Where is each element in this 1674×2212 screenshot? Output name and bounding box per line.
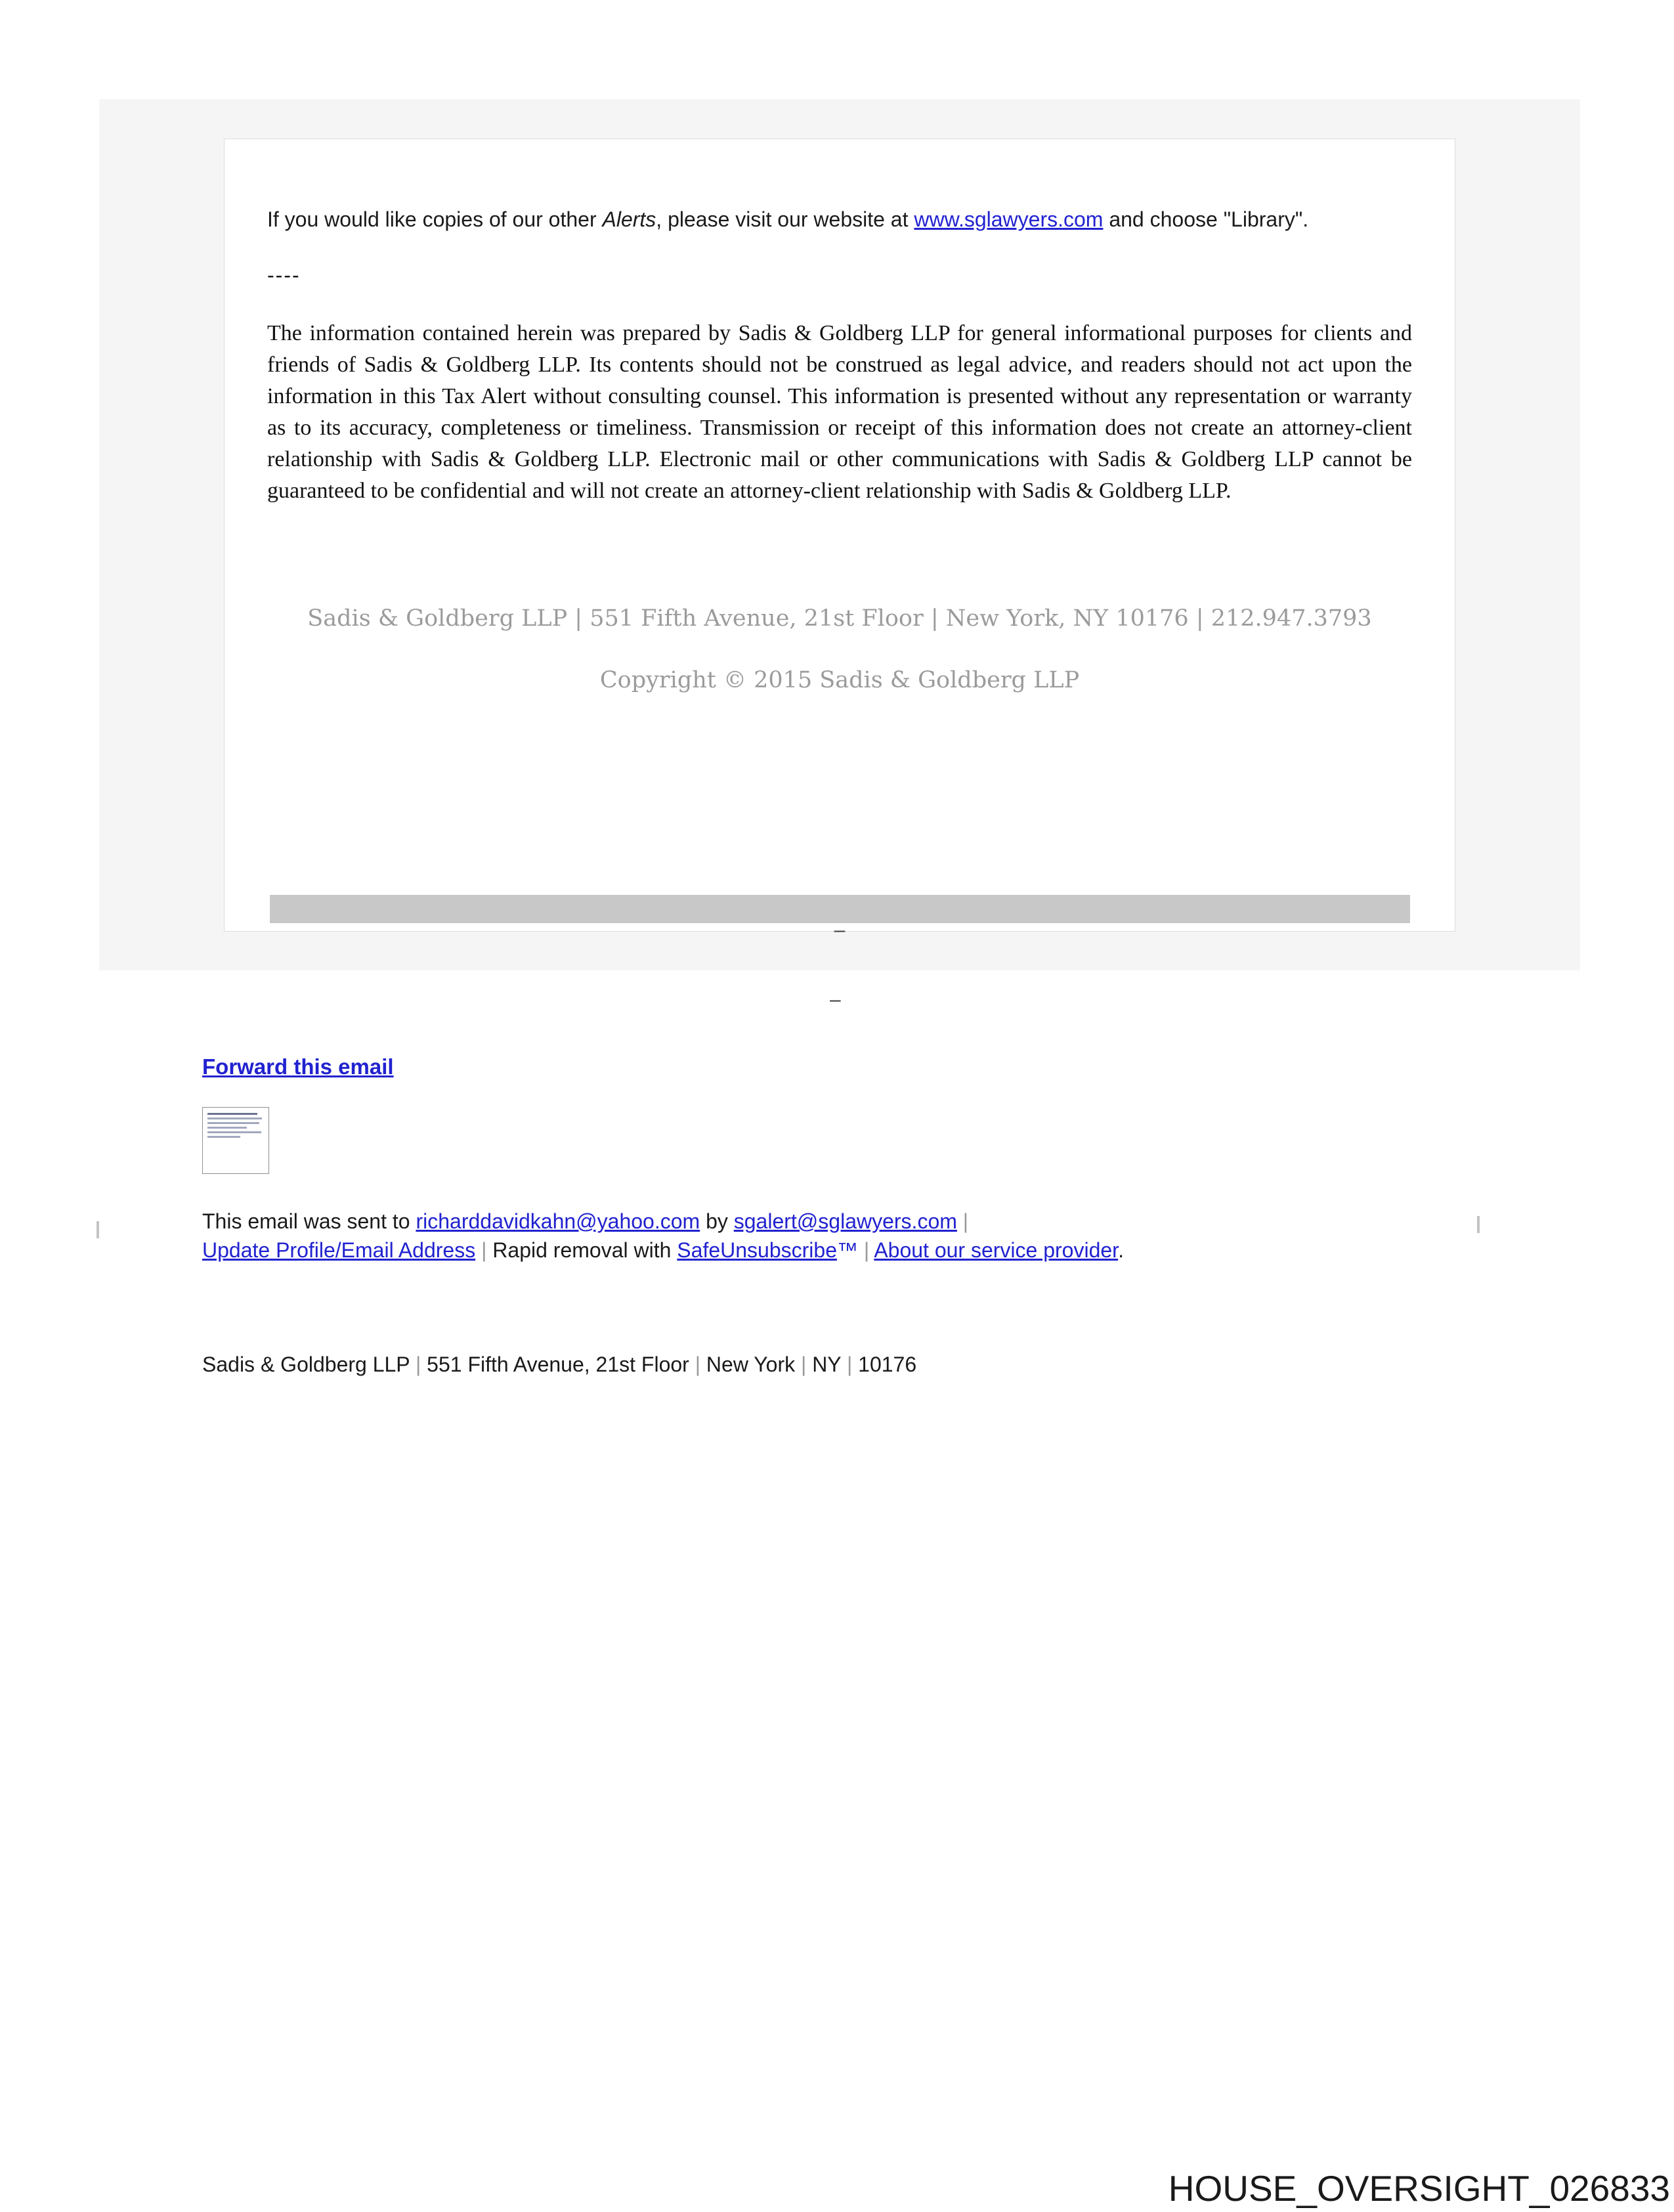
- company-zip: 10176: [858, 1353, 917, 1376]
- trademark-symbol: ™: [836, 1238, 858, 1262]
- pipe-separator: |: [695, 1353, 701, 1376]
- thumbnail-text-line: [207, 1131, 261, 1133]
- forward-email-link[interactable]: Forward this email: [202, 1054, 394, 1079]
- thumbnail-text-line: [207, 1122, 259, 1124]
- recipient-email-link[interactable]: richarddavidkahn@yahoo.com: [416, 1209, 700, 1233]
- scan-artifact-right: [1477, 1216, 1480, 1233]
- about-provider-link[interactable]: About our service provider: [874, 1238, 1119, 1262]
- intro-text-mid: , please visit our website at: [656, 207, 914, 231]
- disclaimer-text: The information contained herein was prepared by Sadis & Goldberg LLP for general informational purposes for clients and friends of Sadis & Goldberg LLP. Its contents should not be construed as legal advice, and readers should not act upon the information in this Tax Alert without consulting counsel. This information is presented without any representation or warranty as to its accuracy, completeness or timeliness. Transmission or receipt of this information does not create an attorney-client relationship with Sadis & Goldberg LLP. Electronic mail or other communications with Sadis & Goldberg LLP cannot be guaranteed to be confidential and will not create an attorney-client relationship with Sadis & Goldberg LLP.: [267, 321, 1412, 503]
- company-state: NY: [812, 1353, 842, 1376]
- delivery-info: [202, 1207, 1124, 1265]
- pipe-separator: |: [863, 1238, 870, 1262]
- pipe-separator: |: [415, 1353, 421, 1376]
- manage-links-line: [202, 1236, 1124, 1265]
- intro-paragraph: [267, 202, 1412, 237]
- rapid-removal-text: Rapid removal with: [492, 1238, 677, 1262]
- company-name: Sadis & Goldberg LLP: [202, 1353, 410, 1376]
- copyright-line: Copyright © 2015 Sadis & Goldberg LLP: [599, 667, 1080, 693]
- sender-email-link[interactable]: sgalert@sglawyers.com: [733, 1209, 957, 1233]
- oversight-stamp: HOUSE_OVERSIGHT_026833: [1168, 2168, 1670, 2209]
- website-link[interactable]: www.sglawyers.com: [914, 207, 1104, 231]
- email-background-panel: [99, 99, 1580, 970]
- intro-text-pre: If you would like copies of our other: [267, 207, 603, 231]
- pipe-separator: |: [800, 1353, 807, 1376]
- period-text: .: [1118, 1238, 1124, 1262]
- company-footer-line: [202, 1350, 916, 1379]
- separator-dashes: ----: [267, 263, 301, 287]
- anchor-dash-mid: –: [830, 989, 841, 1010]
- thumbnail-text-line: [207, 1117, 262, 1119]
- thumbnail-text-line: [207, 1127, 247, 1129]
- pipe-separator: |: [481, 1238, 487, 1262]
- sent-text-pre: This email was sent to: [202, 1209, 416, 1233]
- scan-artifact-left: [97, 1221, 99, 1238]
- thumbnail-text-line: [207, 1113, 257, 1115]
- safeunsubscribe-link[interactable]: SafeUnsubscribe: [677, 1238, 837, 1262]
- company-city: New York: [706, 1353, 796, 1376]
- email-preview-thumbnail[interactable]: [202, 1107, 269, 1174]
- intro-text-post: and choose "Library".: [1103, 207, 1309, 231]
- sent-text-by: by: [700, 1209, 734, 1233]
- thumbnail-text-line: [207, 1136, 240, 1138]
- anchor-dash-inner: –: [834, 919, 846, 941]
- update-profile-link[interactable]: Update Profile/Email Address: [202, 1238, 476, 1262]
- address-line: Sadis & Goldberg LLP | 551 Fifth Avenue, 21st Floor | New York, NY 10176 | 212.947.3793: [307, 605, 1372, 632]
- email-body-card: [224, 139, 1455, 941]
- sent-line: [202, 1207, 1124, 1236]
- company-street: 551 Fifth Avenue, 21st Floor: [427, 1353, 689, 1376]
- pipe-separator: |: [962, 1209, 969, 1233]
- pipe-separator: |: [846, 1353, 853, 1376]
- alerts-italic: Alerts: [602, 207, 656, 231]
